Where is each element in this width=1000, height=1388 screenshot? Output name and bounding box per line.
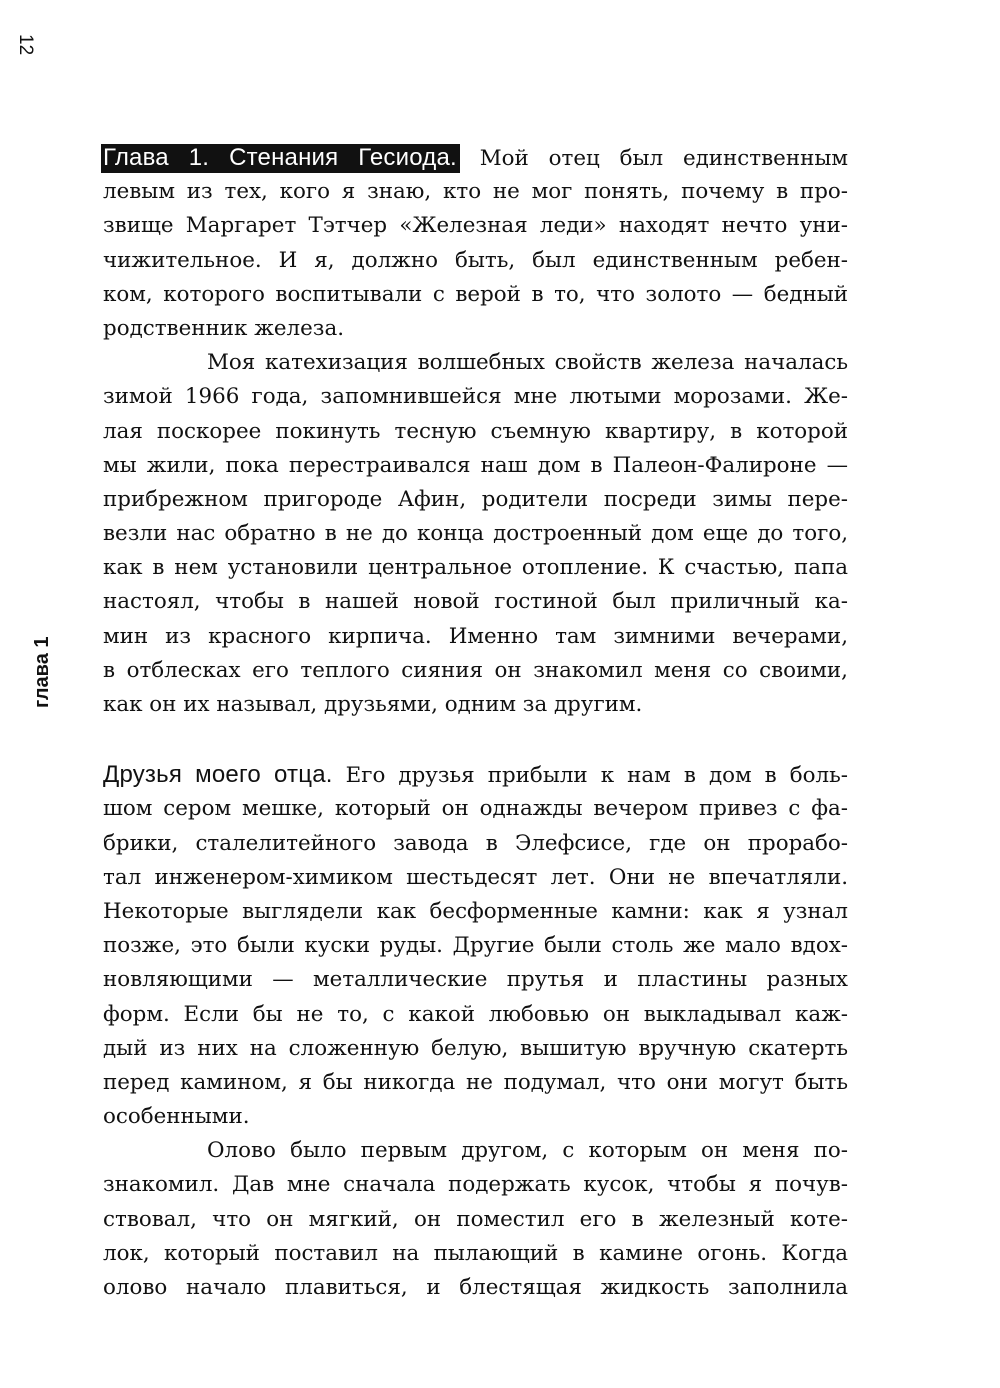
text-line: новляющими — металлические прутья и пластины разных xyxy=(103,967,848,993)
text-line: Моя катехизация волшебных свойств железа началась xyxy=(207,350,848,376)
section-paragraph-2 xyxy=(103,1134,848,1305)
text-line: чижительное. И я, должно быть, был единственным ребен- xyxy=(103,247,848,273)
text-line: лая поскорее покинуть тесную съемную квартиру, в которой xyxy=(103,418,848,444)
text-span: Его друзья прибыли к нам в дом в боль- xyxy=(332,763,848,789)
text-line: Олово было первым другом, с которым он меня по- xyxy=(207,1138,848,1164)
text-line: звище Маргарет Тэтчер «Железная леди» находят нечто уни- xyxy=(103,213,848,239)
chapter-paragraph-2 xyxy=(103,346,848,722)
page-number: 12 xyxy=(15,34,36,56)
text-span: Мой отец был единственным xyxy=(459,146,848,171)
text-line: олово начало плавиться, и блестящая жидкость заполнила xyxy=(103,1275,848,1300)
text-line xyxy=(103,758,848,792)
chapter-paragraph-1 xyxy=(103,141,848,346)
text-line: зимой 1966 года, запомнившейся мне лютыми морозами. Же- xyxy=(103,384,848,410)
text-line: шом сером мешке, который он однажды вечером привез с фа- xyxy=(103,796,848,822)
text-line xyxy=(103,141,848,175)
text-line: мин из красного кирпича. Именно там зимними вечерами, xyxy=(103,623,848,649)
text-line: форм. Если бы не то, с какой любовью он выкладывал каж- xyxy=(103,1001,848,1027)
text-line: брики, сталелитейного завода в Элефсисе, где он прорабо- xyxy=(103,830,848,856)
text-line: настоял, чтобы в нашей новой гостиной был приличный ка- xyxy=(103,589,848,615)
text-line: ком, которого воспитывали с верой в то, что золото — бедный xyxy=(103,281,848,307)
chapter-heading: Глава 1. Стенания Гесиода. xyxy=(101,144,460,173)
text-line: родственник железа. xyxy=(103,315,344,341)
text-line: особенными. xyxy=(103,1104,250,1130)
text-line: Некоторые выглядели как бесформенные камни: как я узнал xyxy=(103,898,848,924)
section-paragraph-1 xyxy=(103,758,848,1134)
running-head: глава 1 xyxy=(31,636,53,708)
text-line: знакомил. Дав мне сначала подержать кусок, чтобы я почув- xyxy=(103,1172,848,1198)
text-line: прибрежном пригороде Афин, родители посреди зимы пере- xyxy=(103,486,848,512)
text-line: позже, это были куски руды. Другие были столь же мало вдох- xyxy=(103,933,848,959)
text-line: тал инженером-химиком шестьдесят лет. Они не впечатляли. xyxy=(103,864,848,890)
text-line: в отблесках его теплого сияния он знакомил меня со своими, xyxy=(103,657,848,683)
body-text xyxy=(103,141,848,1305)
text-line: левым из тех, кого я знаю, кто не мог понять, почему в про- xyxy=(103,179,848,205)
section-gap xyxy=(103,722,848,758)
text-line: дый из них на сложенную белую, вышитую вручную скатерть xyxy=(103,1035,848,1061)
text-line: как он их называл, друзьями, одним за другим. xyxy=(103,692,643,717)
section-heading: Друзья моего отца. xyxy=(103,761,333,789)
text-line: перед камином, я бы никогда не подумал, что они могут быть xyxy=(103,1069,848,1095)
text-line: везли нас обратно в не до конца достроенный дом еще до того, xyxy=(103,521,848,547)
text-line: как в нем установили центральное отопление. К счастью, папа xyxy=(103,555,848,581)
text-line: ствовал, что он мягкий, он поместил его в железный коте- xyxy=(103,1206,848,1232)
text-line: лок, который поставил на пылающий в камине огонь. Когда xyxy=(103,1240,848,1266)
text-line: мы жили, пока перестраивался наш дом в Палеон-Фалироне — xyxy=(103,452,848,478)
